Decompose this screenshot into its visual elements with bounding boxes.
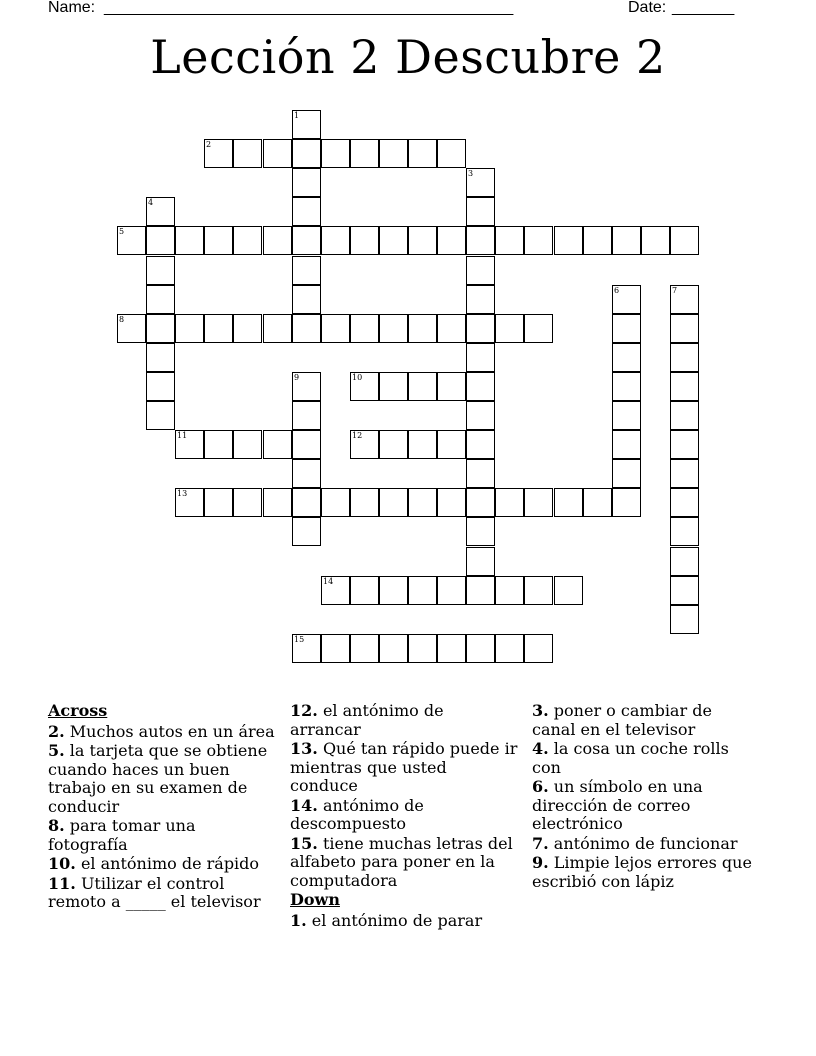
clue-text: la tarjeta que se obtiene cuando haces un buen trabajo en su examen de conducir bbox=[48, 741, 268, 816]
crossword-cell[interactable] bbox=[466, 401, 495, 430]
crossword-cell[interactable] bbox=[292, 401, 321, 430]
clue-text: para tomar una fotografía bbox=[48, 816, 196, 854]
crossword-cell[interactable] bbox=[495, 226, 524, 255]
crossword-cell[interactable] bbox=[175, 314, 204, 343]
crossword-cell[interactable] bbox=[350, 430, 379, 459]
clue-across-12 bbox=[290, 702, 518, 739]
clue-text: la cosa un coche rolls con bbox=[532, 739, 729, 777]
cell-number: 15 bbox=[294, 635, 305, 644]
crossword-cell[interactable] bbox=[670, 576, 699, 605]
cell-number: 1 bbox=[294, 111, 300, 120]
clue-column-2 bbox=[290, 702, 518, 931]
cell-number: 11 bbox=[177, 431, 188, 440]
clue-down-4 bbox=[532, 740, 760, 777]
clue-text: Limpie lejos errores que escribió con lápiz bbox=[532, 853, 752, 891]
crossword-cell[interactable] bbox=[263, 430, 292, 459]
crossword-cell[interactable] bbox=[466, 197, 495, 226]
crossword-cell[interactable] bbox=[612, 226, 641, 255]
crossword-cell[interactable] bbox=[379, 576, 408, 605]
crossword-cell[interactable] bbox=[350, 226, 379, 255]
crossword-cell[interactable] bbox=[408, 634, 437, 663]
crossword-cell[interactable] bbox=[233, 139, 262, 168]
crossword-cell[interactable] bbox=[292, 110, 321, 139]
crossword-cell[interactable] bbox=[670, 285, 699, 314]
cell-number: 3 bbox=[468, 169, 474, 178]
clue-text: antónimo de funcionar bbox=[553, 833, 738, 853]
clue-number: 12. bbox=[290, 701, 318, 720]
crossword-cell[interactable] bbox=[437, 226, 466, 255]
crossword-cell[interactable] bbox=[612, 430, 641, 459]
crossword-cell[interactable] bbox=[292, 430, 321, 459]
crossword-cell[interactable] bbox=[233, 314, 262, 343]
clue-column-1 bbox=[48, 702, 276, 913]
crossword-cell[interactable] bbox=[321, 576, 350, 605]
crossword-cell[interactable] bbox=[670, 459, 699, 488]
crossword-cell[interactable] bbox=[437, 430, 466, 459]
crossword-cell[interactable] bbox=[233, 226, 262, 255]
cell-number: 2 bbox=[206, 140, 212, 149]
crossword-cell[interactable] bbox=[670, 430, 699, 459]
crossword-cell[interactable] bbox=[175, 488, 204, 517]
clue-number: 4. bbox=[532, 739, 549, 758]
cell-number: 7 bbox=[672, 286, 678, 295]
cell-number: 13 bbox=[177, 489, 188, 498]
crossword-cell[interactable] bbox=[292, 226, 321, 255]
clue-text: un símbolo en una dirección de correo electrónico bbox=[532, 777, 703, 833]
crossword-cell[interactable] bbox=[204, 226, 233, 255]
clue-number: 8. bbox=[48, 816, 65, 835]
crossword-cell[interactable] bbox=[437, 488, 466, 517]
crossword-cell[interactable] bbox=[495, 314, 524, 343]
crossword-cell[interactable] bbox=[292, 139, 321, 168]
crossword-cell[interactable] bbox=[292, 459, 321, 488]
crossword-cell[interactable] bbox=[524, 314, 553, 343]
crossword-cell[interactable] bbox=[146, 343, 175, 372]
crossword-cell[interactable] bbox=[466, 517, 495, 546]
date-field[interactable]: _______ bbox=[672, 0, 735, 16]
clue-number: 6. bbox=[532, 777, 549, 796]
clue-across-13 bbox=[290, 740, 518, 796]
crossword-cell[interactable] bbox=[292, 372, 321, 401]
crossword-cell[interactable] bbox=[146, 226, 175, 255]
crossword-cell[interactable] bbox=[379, 314, 408, 343]
crossword-cell[interactable] bbox=[146, 372, 175, 401]
crossword-cell[interactable] bbox=[466, 576, 495, 605]
crossword-cell[interactable] bbox=[437, 314, 466, 343]
clue-number: 1. bbox=[290, 910, 307, 930]
crossword-cell[interactable] bbox=[350, 488, 379, 517]
crossword-cell[interactable] bbox=[292, 256, 321, 285]
crossword-cell[interactable] bbox=[670, 226, 699, 255]
crossword-cell[interactable] bbox=[583, 488, 612, 517]
crossword-cell[interactable] bbox=[321, 488, 350, 517]
crossword-cell[interactable] bbox=[554, 226, 583, 255]
crossword-cell[interactable] bbox=[670, 488, 699, 517]
crossword-cell[interactable] bbox=[670, 314, 699, 343]
across-heading: Across bbox=[48, 701, 108, 720]
clue-down-3 bbox=[532, 702, 760, 739]
crossword-cell[interactable] bbox=[466, 285, 495, 314]
clue-column-3 bbox=[532, 702, 760, 892]
crossword-cell[interactable] bbox=[292, 197, 321, 226]
crossword-cell[interactable] bbox=[466, 168, 495, 197]
crossword-cell[interactable] bbox=[612, 343, 641, 372]
crossword-cell[interactable] bbox=[408, 576, 437, 605]
crossword-cell[interactable] bbox=[466, 459, 495, 488]
crossword-cell[interactable] bbox=[117, 226, 146, 255]
crossword-cell[interactable] bbox=[670, 547, 699, 576]
crossword-cell[interactable] bbox=[146, 256, 175, 285]
crossword-cell[interactable] bbox=[292, 517, 321, 546]
crossword-cell[interactable] bbox=[263, 314, 292, 343]
clue-across-10 bbox=[48, 855, 276, 874]
crossword-cell[interactable] bbox=[321, 139, 350, 168]
cell-number: 9 bbox=[294, 373, 300, 382]
crossword-cell[interactable] bbox=[495, 488, 524, 517]
crossword-cell[interactable] bbox=[146, 197, 175, 226]
clue-text: el antónimo de parar bbox=[311, 910, 483, 930]
crossword-cell[interactable] bbox=[466, 634, 495, 663]
clue-number: 3. bbox=[532, 701, 549, 720]
crossword-cell[interactable] bbox=[495, 634, 524, 663]
clue-down-6 bbox=[532, 778, 760, 834]
cell-number: 14 bbox=[323, 577, 334, 586]
crossword-cell[interactable] bbox=[263, 226, 292, 255]
crossword-cell[interactable] bbox=[408, 488, 437, 517]
crossword-cell[interactable] bbox=[466, 343, 495, 372]
clue-number: 15. bbox=[290, 833, 318, 853]
crossword-cell[interactable] bbox=[146, 401, 175, 430]
crossword-cell[interactable] bbox=[554, 488, 583, 517]
clue-text: antónimo de descompuesto bbox=[290, 795, 424, 833]
clue-down-9 bbox=[532, 854, 760, 891]
crossword-cell[interactable] bbox=[524, 576, 553, 605]
clue-across-11 bbox=[48, 875, 276, 912]
clue-across-15 bbox=[290, 835, 518, 891]
crossword-cell[interactable] bbox=[524, 634, 553, 663]
crossword-cell[interactable] bbox=[437, 634, 466, 663]
clue-text: poner o cambiar de canal en el televisor bbox=[532, 701, 712, 739]
crossword-cell[interactable] bbox=[379, 139, 408, 168]
crossword-cell[interactable] bbox=[350, 372, 379, 401]
clue-number: 11. bbox=[48, 873, 76, 893]
crossword-cell[interactable] bbox=[292, 634, 321, 663]
cell-number: 6 bbox=[614, 286, 620, 295]
crossword-cell[interactable] bbox=[350, 314, 379, 343]
crossword-cell[interactable] bbox=[263, 488, 292, 517]
crossword-cell[interactable] bbox=[670, 605, 699, 634]
crossword-cell[interactable] bbox=[466, 226, 495, 255]
cell-number: 10 bbox=[352, 373, 363, 382]
clue-text: Muchos autos en un área bbox=[69, 721, 275, 741]
clue-number: 5. bbox=[48, 741, 65, 760]
crossword-cell[interactable] bbox=[612, 285, 641, 314]
crossword-cell[interactable] bbox=[466, 314, 495, 343]
clue-text: Utilizar el control remoto a _____ el televisor bbox=[48, 873, 261, 911]
crossword-cell[interactable] bbox=[292, 285, 321, 314]
crossword-cell[interactable] bbox=[466, 547, 495, 576]
crossword-cell[interactable] bbox=[495, 576, 524, 605]
name-field[interactable]: ______________________________________________ bbox=[104, 0, 514, 16]
clue-across-14 bbox=[290, 797, 518, 834]
clue-down-7 bbox=[532, 835, 760, 854]
down-heading: Down bbox=[290, 890, 340, 909]
crossword-cell[interactable] bbox=[263, 139, 292, 168]
crossword-cell[interactable] bbox=[292, 314, 321, 343]
clue-text: el antónimo de rápido bbox=[80, 854, 260, 873]
crossword-cell[interactable] bbox=[379, 488, 408, 517]
crossword-cell[interactable] bbox=[350, 634, 379, 663]
crossword-cell[interactable] bbox=[292, 168, 321, 197]
clue-number: 14. bbox=[290, 795, 318, 815]
crossword-cell[interactable] bbox=[233, 488, 262, 517]
crossword-cell[interactable] bbox=[204, 430, 233, 459]
cell-number: 12 bbox=[352, 431, 363, 440]
crossword-cell[interactable] bbox=[466, 488, 495, 517]
crossword-cell[interactable] bbox=[612, 314, 641, 343]
clue-number: 13. bbox=[290, 739, 318, 758]
crossword-cell[interactable] bbox=[524, 226, 553, 255]
cell-number: 4 bbox=[148, 198, 154, 207]
crossword-cell[interactable] bbox=[204, 139, 233, 168]
crossword-cell[interactable] bbox=[379, 634, 408, 663]
crossword-cell[interactable] bbox=[379, 430, 408, 459]
crossword-cell[interactable] bbox=[641, 226, 670, 255]
crossword-cell[interactable] bbox=[437, 372, 466, 401]
crossword-cell[interactable] bbox=[408, 226, 437, 255]
clue-number: 2. bbox=[48, 721, 65, 741]
clue-text: tiene muchas letras del alfabeto para poner en la computadora bbox=[290, 833, 513, 890]
crossword-cell[interactable] bbox=[408, 314, 437, 343]
crossword-cell[interactable] bbox=[408, 139, 437, 168]
crossword-cell[interactable] bbox=[292, 488, 321, 517]
crossword-cell[interactable] bbox=[583, 226, 612, 255]
crossword-cell[interactable] bbox=[437, 576, 466, 605]
crossword-cell[interactable] bbox=[175, 226, 204, 255]
clue-across-2 bbox=[48, 723, 276, 742]
crossword-cell[interactable] bbox=[670, 517, 699, 546]
crossword-cell[interactable] bbox=[146, 314, 175, 343]
clue-number: 10. bbox=[48, 854, 76, 873]
crossword-cell[interactable] bbox=[612, 372, 641, 401]
crossword-cell[interactable] bbox=[408, 430, 437, 459]
crossword-cell[interactable] bbox=[524, 488, 553, 517]
crossword-cell[interactable] bbox=[612, 459, 641, 488]
crossword-cell[interactable] bbox=[350, 576, 379, 605]
crossword-cell[interactable] bbox=[612, 488, 641, 517]
crossword-cell[interactable] bbox=[437, 139, 466, 168]
crossword-cell[interactable] bbox=[612, 401, 641, 430]
crossword-cell[interactable] bbox=[466, 256, 495, 285]
clue-across-8 bbox=[48, 817, 276, 854]
crossword-cell[interactable] bbox=[321, 634, 350, 663]
cell-number: 5 bbox=[119, 227, 125, 236]
crossword-cell[interactable] bbox=[321, 226, 350, 255]
date-label: Date: bbox=[628, 0, 667, 16]
clue-text: el antónimo de arrancar bbox=[290, 701, 444, 739]
crossword-cell[interactable] bbox=[670, 401, 699, 430]
crossword-cell[interactable] bbox=[670, 343, 699, 372]
clue-number: 9. bbox=[532, 853, 549, 872]
page-title: Lección 2 Descubre 2 bbox=[150, 30, 666, 84]
crossword-cell[interactable] bbox=[466, 372, 495, 401]
crossword-cell[interactable] bbox=[379, 372, 408, 401]
crossword-cell[interactable] bbox=[408, 372, 437, 401]
clue-across-5 bbox=[48, 742, 276, 816]
crossword-cell[interactable] bbox=[146, 285, 175, 314]
crossword-cell[interactable] bbox=[204, 314, 233, 343]
clue-number: 7. bbox=[532, 833, 549, 853]
cell-number: 8 bbox=[119, 315, 125, 324]
crossword-cell[interactable] bbox=[233, 430, 262, 459]
crossword-cell[interactable] bbox=[379, 226, 408, 255]
crossword-cell[interactable] bbox=[175, 430, 204, 459]
crossword-cell[interactable] bbox=[670, 372, 699, 401]
crossword-cell[interactable] bbox=[554, 576, 583, 605]
crossword-cell[interactable] bbox=[321, 314, 350, 343]
clue-down-1 bbox=[290, 912, 518, 931]
crossword-cell[interactable] bbox=[466, 430, 495, 459]
crossword-cell[interactable] bbox=[204, 488, 233, 517]
name-label: Name: bbox=[48, 0, 96, 16]
crossword-cell[interactable] bbox=[350, 139, 379, 168]
clue-text: Qué tan rápido puede ir mientras que usted conduce bbox=[290, 739, 518, 795]
crossword-cell[interactable] bbox=[117, 314, 146, 343]
